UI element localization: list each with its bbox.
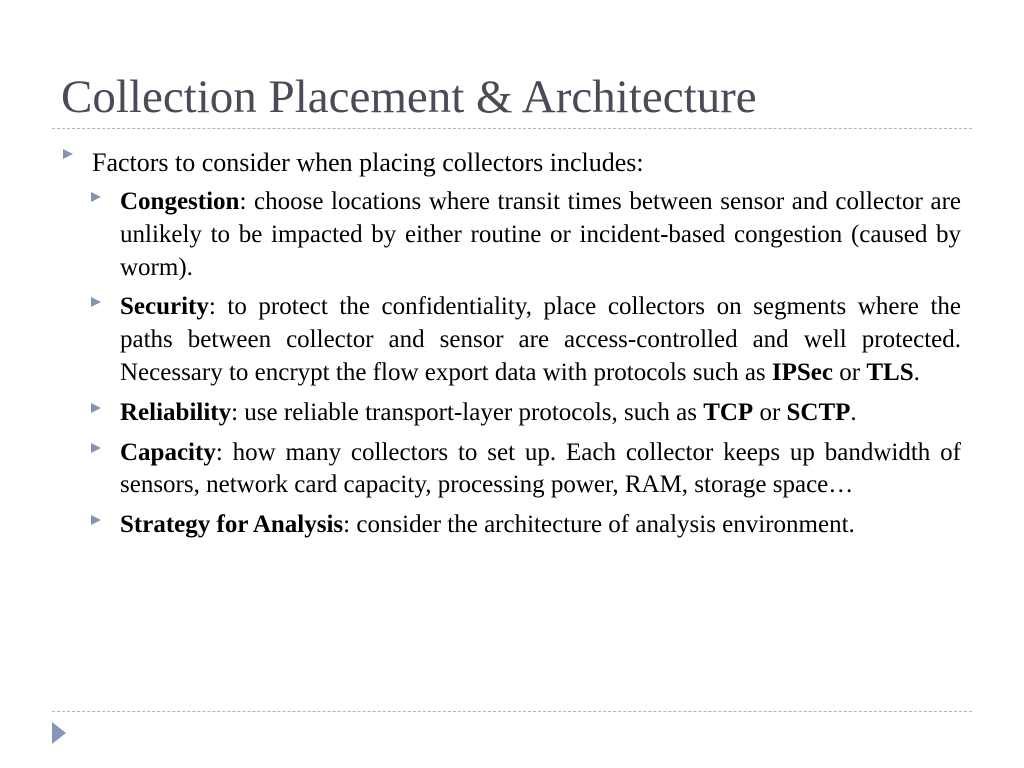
protocol-name: SCTP [786,398,851,426]
intro-bullet-text: Factors to consider when placing collectors includes: [92,148,644,177]
triangle-bullet-icon [63,149,73,159]
footer-divider [52,711,972,712]
next-slide-arrow-icon[interactable] [52,722,66,744]
protocol-name: TLS [866,358,914,386]
factor-reliability [120,397,961,430]
factor-capacity [120,437,961,503]
factor-term: Security [120,293,209,321]
triangle-bullet-icon [91,297,101,307]
factor-term: Capacity [120,438,216,466]
factor-description: : how many collectors to set up. Each collector keeps up bandwidth of sensors, network card capacity, processing power, RAM, storage space… [120,438,961,499]
sentence-end: . [913,358,920,386]
factor-term: Congestion [120,188,240,215]
protocol-name: IPSec [771,358,834,386]
factor-strategy [120,509,961,542]
factor-description: : choose locations where transit times between sensor and collector are unlikely to be impacted by either routine or incident-based congestion (caused by worm). [120,188,961,281]
factor-description: : use reliable transport-layer protocols, such as [231,398,704,426]
sentence-end: . [850,398,857,426]
factor-term: Reliability [120,398,232,426]
title-divider [52,128,972,129]
factor-term: Strategy for Analysis [120,511,344,539]
connector-text: or [753,398,787,426]
connector-text: or [833,358,867,386]
triangle-bullet-icon [91,515,101,525]
protocol-name: TCP [703,398,754,426]
factor-list [120,186,961,549]
factor-security [120,291,961,389]
factor-congestion [120,186,961,284]
slide-title: Collection Placement & Architecture [61,71,757,123]
triangle-bullet-icon [91,403,101,413]
triangle-bullet-icon [91,192,101,202]
factor-description: : to protect the confidentiality, place collectors on segments where the paths between collector and sensor are access-controlled and well protected. Necessary to encrypt the flow export data with protocols such as [120,293,961,386]
triangle-bullet-icon [91,443,101,453]
factor-description: : consider the architecture of analysis environment. [343,511,855,539]
